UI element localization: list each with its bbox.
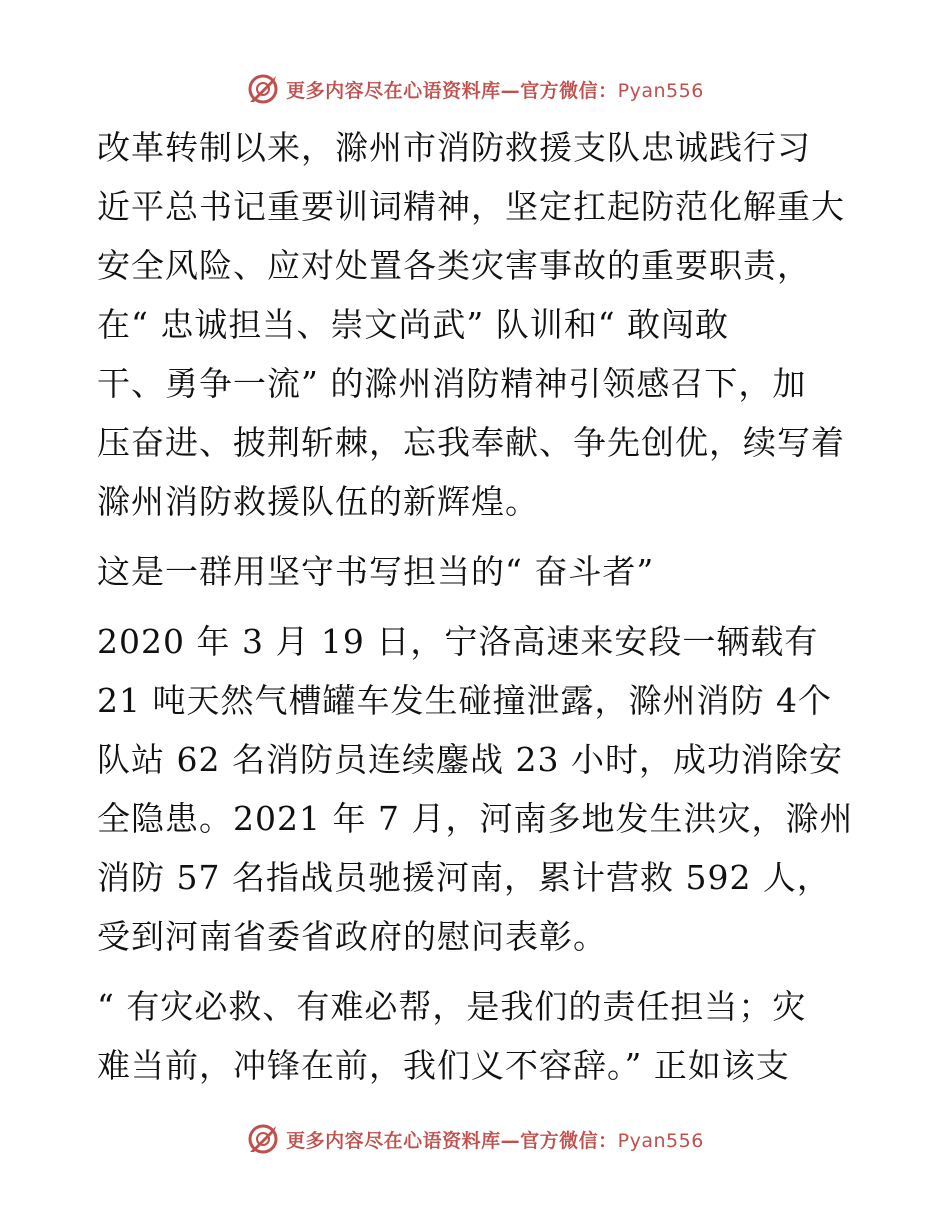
- text-line: 难当前，冲锋在前，我们义不容辞。” 正如该支: [97, 1046, 790, 1085]
- footer-watermark: [0, 1122, 950, 1156]
- text-line: 在“ 忠诚担当、崇文尚武” 队训和“ 敢闯敢: [97, 305, 730, 344]
- watermark-text: 更多内容尽在心语资料库—官方微信：Pyan556: [286, 1129, 704, 1152]
- watermark-text: 更多内容尽在心语资料库—官方微信：Pyan556: [286, 79, 704, 102]
- paragraph: [97, 612, 857, 966]
- paragraph: [97, 118, 857, 531]
- text-line: 滁州消防救援队伍的新辉煌。: [97, 482, 539, 521]
- paragraph: [97, 542, 857, 601]
- text-line: 消防 57 名指战员驰援河南，累计营救 592 人，: [97, 858, 831, 897]
- text-line: 21 吨天然气槽罐车发生碰撞泄露，滁州消防 4个: [97, 681, 832, 720]
- section-heading: 这是一群用坚守书写担当的“ 奋斗者”: [97, 552, 655, 591]
- pen-logo-icon: [246, 1122, 280, 1156]
- text-line: 压奋进、披荆斩棘，忘我奉献、争先创优，续写着: [97, 423, 845, 462]
- paragraph: [97, 977, 857, 1095]
- text-line: 干、勇争一流” 的滁州消防精神引领感召下，加: [97, 364, 807, 403]
- text-line: 近平总书记重要训词精神，坚定扛起防范化解重大: [97, 187, 845, 226]
- header-watermark: [0, 72, 950, 106]
- text-line: 队站 62 名消防员连续鏖战 23 小时，成功消除安: [97, 740, 843, 779]
- text-line: 改革转制以来，滁州市消防救援支队忠诚践行习: [97, 128, 811, 167]
- text-line: 安全风险、应对处置各类灾害事故的重要职责，: [97, 246, 811, 285]
- text-line: 受到河南省委省政府的慰问表彰。: [97, 917, 607, 956]
- text-line: “ 有灾必救、有难必帮，是我们的责任担当；灾: [97, 987, 807, 1026]
- text-line: 2020 年 3 月 19 日，宁洛高速来安段一辆载有: [97, 622, 819, 661]
- document-body: [97, 118, 857, 1095]
- pen-logo-icon: [246, 72, 280, 106]
- text-line: 全隐患。2021 年 7 月，河南多地发生洪灾，滁州: [97, 799, 854, 838]
